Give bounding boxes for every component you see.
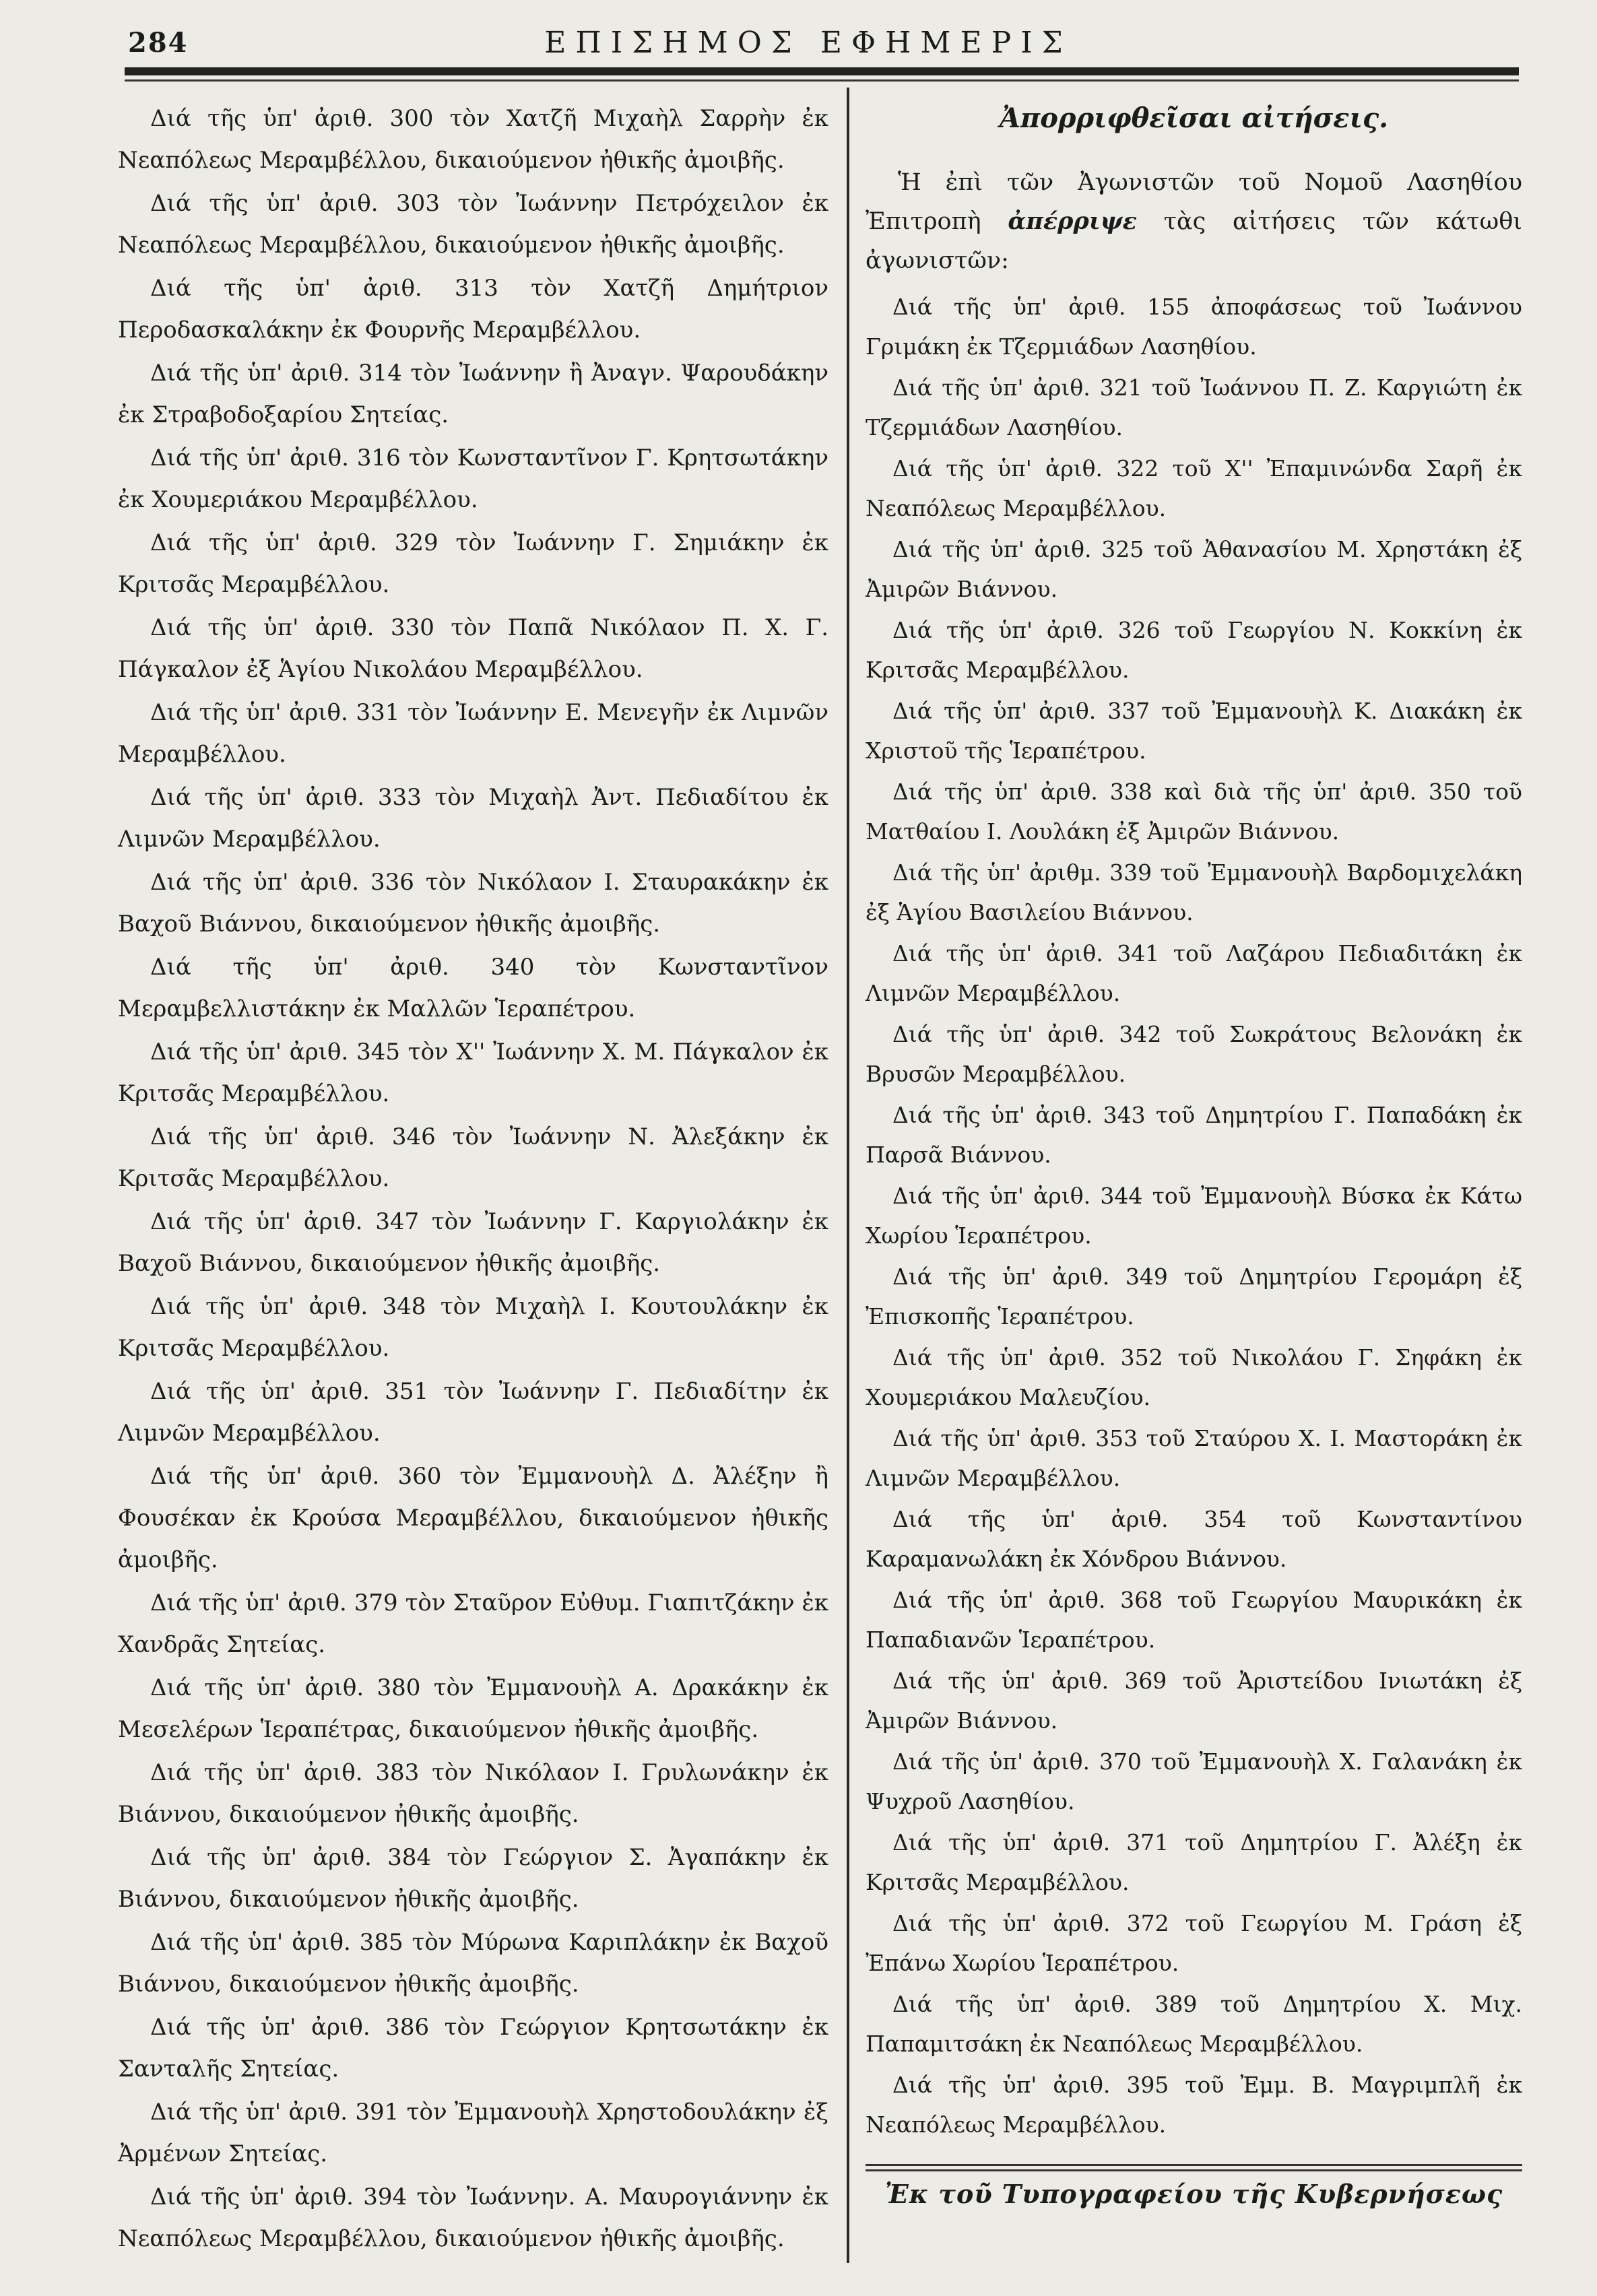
- left-entry: Διά τῆς ὑπ' ἀριθ. 360 τὸν Ἐμμανουὴλ Δ. Ἀλέξην ἢ Φουσέκαν ἐκ Κρούσα Μεραμβέλλου, δικαιούμενον ἠθικῆς ἀμοιβῆς.: [118, 1463, 828, 1573]
- left-entry: Διά τῆς ὑπ' ἀριθ. 331 τὸν Ἰωάννην Ε. Μενεγῆν ἐκ Λιμνῶν Μεραμβέλλου.: [118, 699, 828, 768]
- left-entry: Διά τῆς ὑπ' ἀριθ. 303 τὸν Ἰωάννην Πετρόχειλον ἐκ Νεαπόλεως Μεραμβέλλου, δικαιούμενον ἠθικῆς ἀμοιβῆς.: [118, 190, 828, 259]
- left-entry: Διά τῆς ὑπ' ἀριθ. 333 τὸν Μιχαὴλ Ἀντ. Πεδιαδίτου ἐκ Λιμνῶν Μεραμβέλλου.: [118, 784, 828, 853]
- page-number: 284: [128, 27, 189, 59]
- imprint-rule-bottom: [866, 2169, 1522, 2171]
- right-entry: Διά τῆς ὑπ' ἀριθ. 342 τοῦ Σωκράτους Βελονάκη ἐκ Βρυσῶν Μεραμβέλλου.: [866, 1021, 1522, 1087]
- right-entry: Διά τῆς ὑπ' ἀριθ. 341 τοῦ Λαζάρου Πεδιαδιτάκη ἐκ Λιμνῶν Μεραμβέλλου.: [866, 940, 1522, 1006]
- left-entry: Διά τῆς ὑπ' ἀριθ. 330 τὸν Παπᾶ Νικόλαον Π. Χ. Γ. Πάγκαλον ἐξ Ἁγίου Νικολάου Μεραμβέλλου.: [118, 614, 828, 683]
- right-entry: Διά τῆς ὑπ' ἀριθ. 368 τοῦ Γεωργίου Μαυρικάκη ἐκ Παπαδιανῶν Ἱεραπέτρου.: [866, 1587, 1522, 1653]
- right-entry: Διά τῆς ὑπ' ἀριθ. 338 καὶ διὰ τῆς ὑπ' ἀριθ. 350 τοῦ Ματθαίου Ι. Λουλάκη ἐξ Ἀμιρῶν Βιάννου.: [866, 779, 1522, 845]
- section-title: Ἀπορριφθεῖσαι αἰτήσεις.: [999, 102, 1389, 134]
- right-entry: Διά τῆς ὑπ' ἀριθ. 349 τοῦ Δημητρίου Γερομάρη ἐξ Ἐπισκοπῆς Ἱεραπέτρου.: [866, 1264, 1522, 1330]
- left-entry: Διά τῆς ὑπ' ἀριθ. 340 τὸν Κωνσταντῖνον Μεραμβελλιστάκην ἐκ Μαλλῶν Ἱεραπέτρου.: [118, 954, 828, 1022]
- left-entry: Διά τῆς ὑπ' ἀριθ. 384 τὸν Γεώργιον Σ. Ἀγαπάκην ἐκ Βιάννου, δικαιούμενον ἠθικῆς ἀμοιβῆς.: [118, 1844, 828, 1913]
- left-entry: Διά τῆς ὑπ' ἀριθ. 386 τὸν Γεώργιον Κρητσωτάκην ἐκ Σανταλῆς Σητείας.: [118, 2014, 828, 2082]
- right-entry: Διά τῆς ὑπ' ἀριθ. 389 τοῦ Δημητρίου Χ. Μιχ. Παπαμιτσάκη ἐκ Νεαπόλεως Μεραμβέλλου.: [866, 1991, 1522, 2057]
- left-entry: Διά τῆς ὑπ' ἀριθ. 385 τὸν Μύρωνα Καριπλάκην ἐκ Βαχοῦ Βιάννου, δικαιούμενον ἠθικῆς ἀμοιβῆς.: [118, 1929, 828, 1998]
- left-entry: Διά τῆς ὑπ' ἀριθ. 380 τὸν Ἐμμανουὴλ Α. Δρακάκην ἐκ Μεσελέρων Ἱεραπέτρας, δικαιούμενον ἠθικῆς ἀμοιβῆς.: [118, 1674, 828, 1743]
- right-entry: Διά τῆς ὑπ' ἀριθ. 155 ἀποφάσεως τοῦ Ἰωάννου Γριμάκη ἐκ Τζερμιάδων Λασηθίου.: [866, 294, 1522, 360]
- intro-text-start: Ἡ ἐπὶ τῶν Ἀγωνιστῶν τοῦ Νομοῦ Λασηθίου Ἐπιτροπὴ: [866, 169, 1522, 235]
- left-entry: Διά τῆς ὑπ' ἀριθ. 300 τὸν Χατζῆ Μιχαὴλ Σαρρὴν ἐκ Νεαπόλεως Μεραμβέλλου, δικαιούμενον ἠθικῆς ἀμοιβῆς.: [118, 105, 828, 174]
- left-entry: Διά τῆς ὑπ' ἀριθ. 314 τὸν Ἰωάννην ἢ Ἀναγν. Ψαρουδάκην ἐκ Στραβοδοξαρίου Σητείας.: [118, 360, 828, 428]
- printer-imprint: Ἐκ τοῦ Τυπογραφείου τῆς Κυβερνήσεως: [884, 2179, 1503, 2209]
- right-entry: Διά τῆς ὑπ' ἀριθ. 352 τοῦ Νικολάου Γ. Σηφάκη ἐκ Χουμεριάκου Μαλευζίου.: [866, 1344, 1522, 1410]
- page-header: [101, 20, 1515, 74]
- left-entry: Διά τῆς ὑπ' ἀριθ. 394 τὸν Ἰωάννην. Α. Μαυρογιάννην ἐκ Νεαπόλεως Μεραμβέλλου, δικαιούμενον ἠθικῆς ἀμοιβῆς.: [118, 2184, 828, 2252]
- right-entry: Διά τῆς ὑπ' ἀριθ. 337 τοῦ Ἐμμανουὴλ Κ. Διακάκη ἐκ Χριστοῦ τῆς Ἱεραπέτρου.: [866, 698, 1522, 764]
- right-entry: Διά τῆς ὑπ' ἀριθ. 354 τοῦ Κωνσταντίνου Καραμανωλάκη ἐκ Χόνδρου Βιάννου.: [866, 1506, 1522, 1572]
- right-entry: Διά τῆς ὑπ' ἀριθ. 325 τοῦ Ἀθανασίου Μ. Χρηστάκη ἐξ Ἀμιρῶν Βιάννου.: [866, 536, 1522, 602]
- right-entry: Διά τῆς ὑπ' ἀριθ. 344 τοῦ Ἐμμανουὴλ Βύσκα ἐκ Κάτω Χωρίου Ἱεραπέτρου.: [866, 1183, 1522, 1249]
- right-entry: Διά τῆς ὑπ' ἀριθ. 371 τοῦ Δημητρίου Γ. Ἀλέξη ἐκ Κριτσᾶς Μεραμβέλλου.: [866, 1829, 1522, 1895]
- left-entry: Διά τῆς ὑπ' ἀριθ. 346 τὸν Ἰωάννην Ν. Ἀλεξάκην ἐκ Κριτσᾶς Μεραμβέλλου.: [118, 1123, 828, 1192]
- left-entry: Διά τῆς ὑπ' ἀριθ. 351 τὸν Ἰωάννην Γ. Πεδιαδίτην ἐκ Λιμνῶν Μεραμβέλλου.: [118, 1378, 828, 1447]
- left-entry: Διά τῆς ὑπ' ἀριθ. 329 τὸν Ἰωάννην Γ. Σημιάκην ἐκ Κριτσᾶς Μεραμβέλλου.: [118, 529, 828, 598]
- left-entry: Διά τῆς ὑπ' ἀριθ. 345 τὸν Χ'' Ἰωάννην Χ. Μ. Πάγκαλον ἐκ Κριτσᾶς Μεραμβέλλου.: [118, 1039, 828, 1107]
- left-entry: Διά τῆς ὑπ' ἀριθ. 347 τὸν Ἰωάννην Γ. Καργιολάκην ἐκ Βαχοῦ Βιάννου, δικαιούμενον ἠθικῆς ἀμοιβῆς.: [118, 1208, 828, 1277]
- right-entry: Διά τῆς ὑπ' ἀριθ. 353 τοῦ Σταύρου Χ. Ι. Μαστοράκη ἐκ Λιμνῶν Μεραμβέλλου.: [866, 1425, 1522, 1491]
- left-entry: Διά τῆς ὑπ' ἀριθ. 313 τὸν Χατζῆ Δημήτριον Περοδασκαλάκην ἐκ Φουρνῆς Μεραμβέλλου.: [118, 275, 828, 343]
- right-entry: Διά τῆς ὑπ' ἀριθ. 322 τοῦ Χ'' Ἐπαμινώνδα Σαρῆ ἐκ Νεαπόλεως Μεραμβέλλου.: [866, 455, 1522, 521]
- left-entry: Διά τῆς ὑπ' ἀριθ. 379 τὸν Σταῦρον Εὐθυμ. Γιαπιτζάκην ἐκ Χανδρᾶς Σητείας.: [118, 1589, 828, 1658]
- right-entry: Διά τῆς ὑπ' ἀριθμ. 339 τοῦ Ἐμμανουὴλ Βαρδομιχελάκη ἐξ Ἁγίου Βασιλείου Βιάννου.: [866, 859, 1522, 925]
- running-title: ΕΠΙΣΗΜΟΣ ΕΦΗΜΕΡΙΣ: [544, 26, 1072, 60]
- right-entry: Διά τῆς ὑπ' ἀριθ. 326 τοῦ Γεωργίου Ν. Κοκκίνη ἐκ Κριτσᾶς Μεραμβέλλου.: [866, 617, 1522, 683]
- right-entry: Διά τῆς ὑπ' ἀριθ. 395 τοῦ Ἐμμ. Β. Μαγριμπλῆ ἐκ Νεαπόλεως Μεραμβέλλου.: [866, 2072, 1522, 2138]
- right-column: [866, 98, 1522, 2146]
- column-divider: [847, 88, 849, 2263]
- intro-emphasis: ἀπέρριψε: [1008, 207, 1137, 235]
- left-entry: Διά τῆς ὑπ' ἀριθ. 316 τὸν Κωνσταντῖνον Γ. Κρητσωτάκην ἐκ Χουμεριάκου Μεραμβέλλου.: [118, 445, 828, 513]
- left-entry: Διά τῆς ὑπ' ἀριθ. 348 τὸν Μιχαὴλ Ι. Κουτουλάκην ἐκ Κριτσᾶς Μεραμβέλλου.: [118, 1293, 828, 1362]
- left-entry: Διά τῆς ὑπ' ἀριθ. 383 τὸν Νικόλαον Ι. Γρυλωνάκην ἐκ Βιάννου, δικαιούμενον ἠθικῆς ἀμοιβῆς.: [118, 1759, 828, 1828]
- right-entry: Διά τῆς ὑπ' ἀριθ. 343 τοῦ Δημητρίου Γ. Παπαδάκη ἐκ Παρσᾶ Βιάννου.: [866, 1102, 1522, 1168]
- right-entry: Διά τῆς ὑπ' ἀριθ. 372 τοῦ Γεωργίου Μ. Γράση ἐξ Ἐπάνω Χωρίου Ἱεραπέτρου.: [866, 1910, 1522, 1976]
- left-entry: Διά τῆς ὑπ' ἀριθ. 391 τὸν Ἐμμανουὴλ Χρηστοδουλάκην ἐξ Ἀρμένων Σητείας.: [118, 2099, 828, 2167]
- right-entry: Διά τῆς ὑπ' ἀριθ. 370 τοῦ Ἐμμανουὴλ Χ. Γαλανάκη ἐκ Ψυχροῦ Λασηθίου.: [866, 1748, 1522, 1814]
- left-entry: Διά τῆς ὑπ' ἀριθ. 336 τὸν Νικόλαον Ι. Σταυρακάκην ἐκ Βαχοῦ Βιάννου, δικαιούμενον ἠθικῆς ἀμοιβῆς.: [118, 869, 828, 938]
- header-rule-thin: [125, 79, 1519, 81]
- section-intro: [866, 163, 1522, 280]
- imprint-rule-top: [866, 2164, 1522, 2166]
- right-entry: Διά τῆς ὑπ' ἀριθ. 321 τοῦ Ἰωάννου Π. Ζ. Καργιώτη ἐκ Τζερμιάδων Λασηθίου.: [866, 374, 1522, 440]
- left-column: [118, 98, 828, 2261]
- header-rule-thick: [125, 67, 1519, 75]
- right-entry: Διά τῆς ὑπ' ἀριθ. 369 τοῦ Ἀριστείδου Ινιωτάκη ἐξ Ἀμιρῶν Βιάννου.: [866, 1668, 1522, 1734]
- intro-text-end: τὰς αἰτήσεις τῶν κάτωθι ἀγωνιστῶν:: [866, 208, 1522, 274]
